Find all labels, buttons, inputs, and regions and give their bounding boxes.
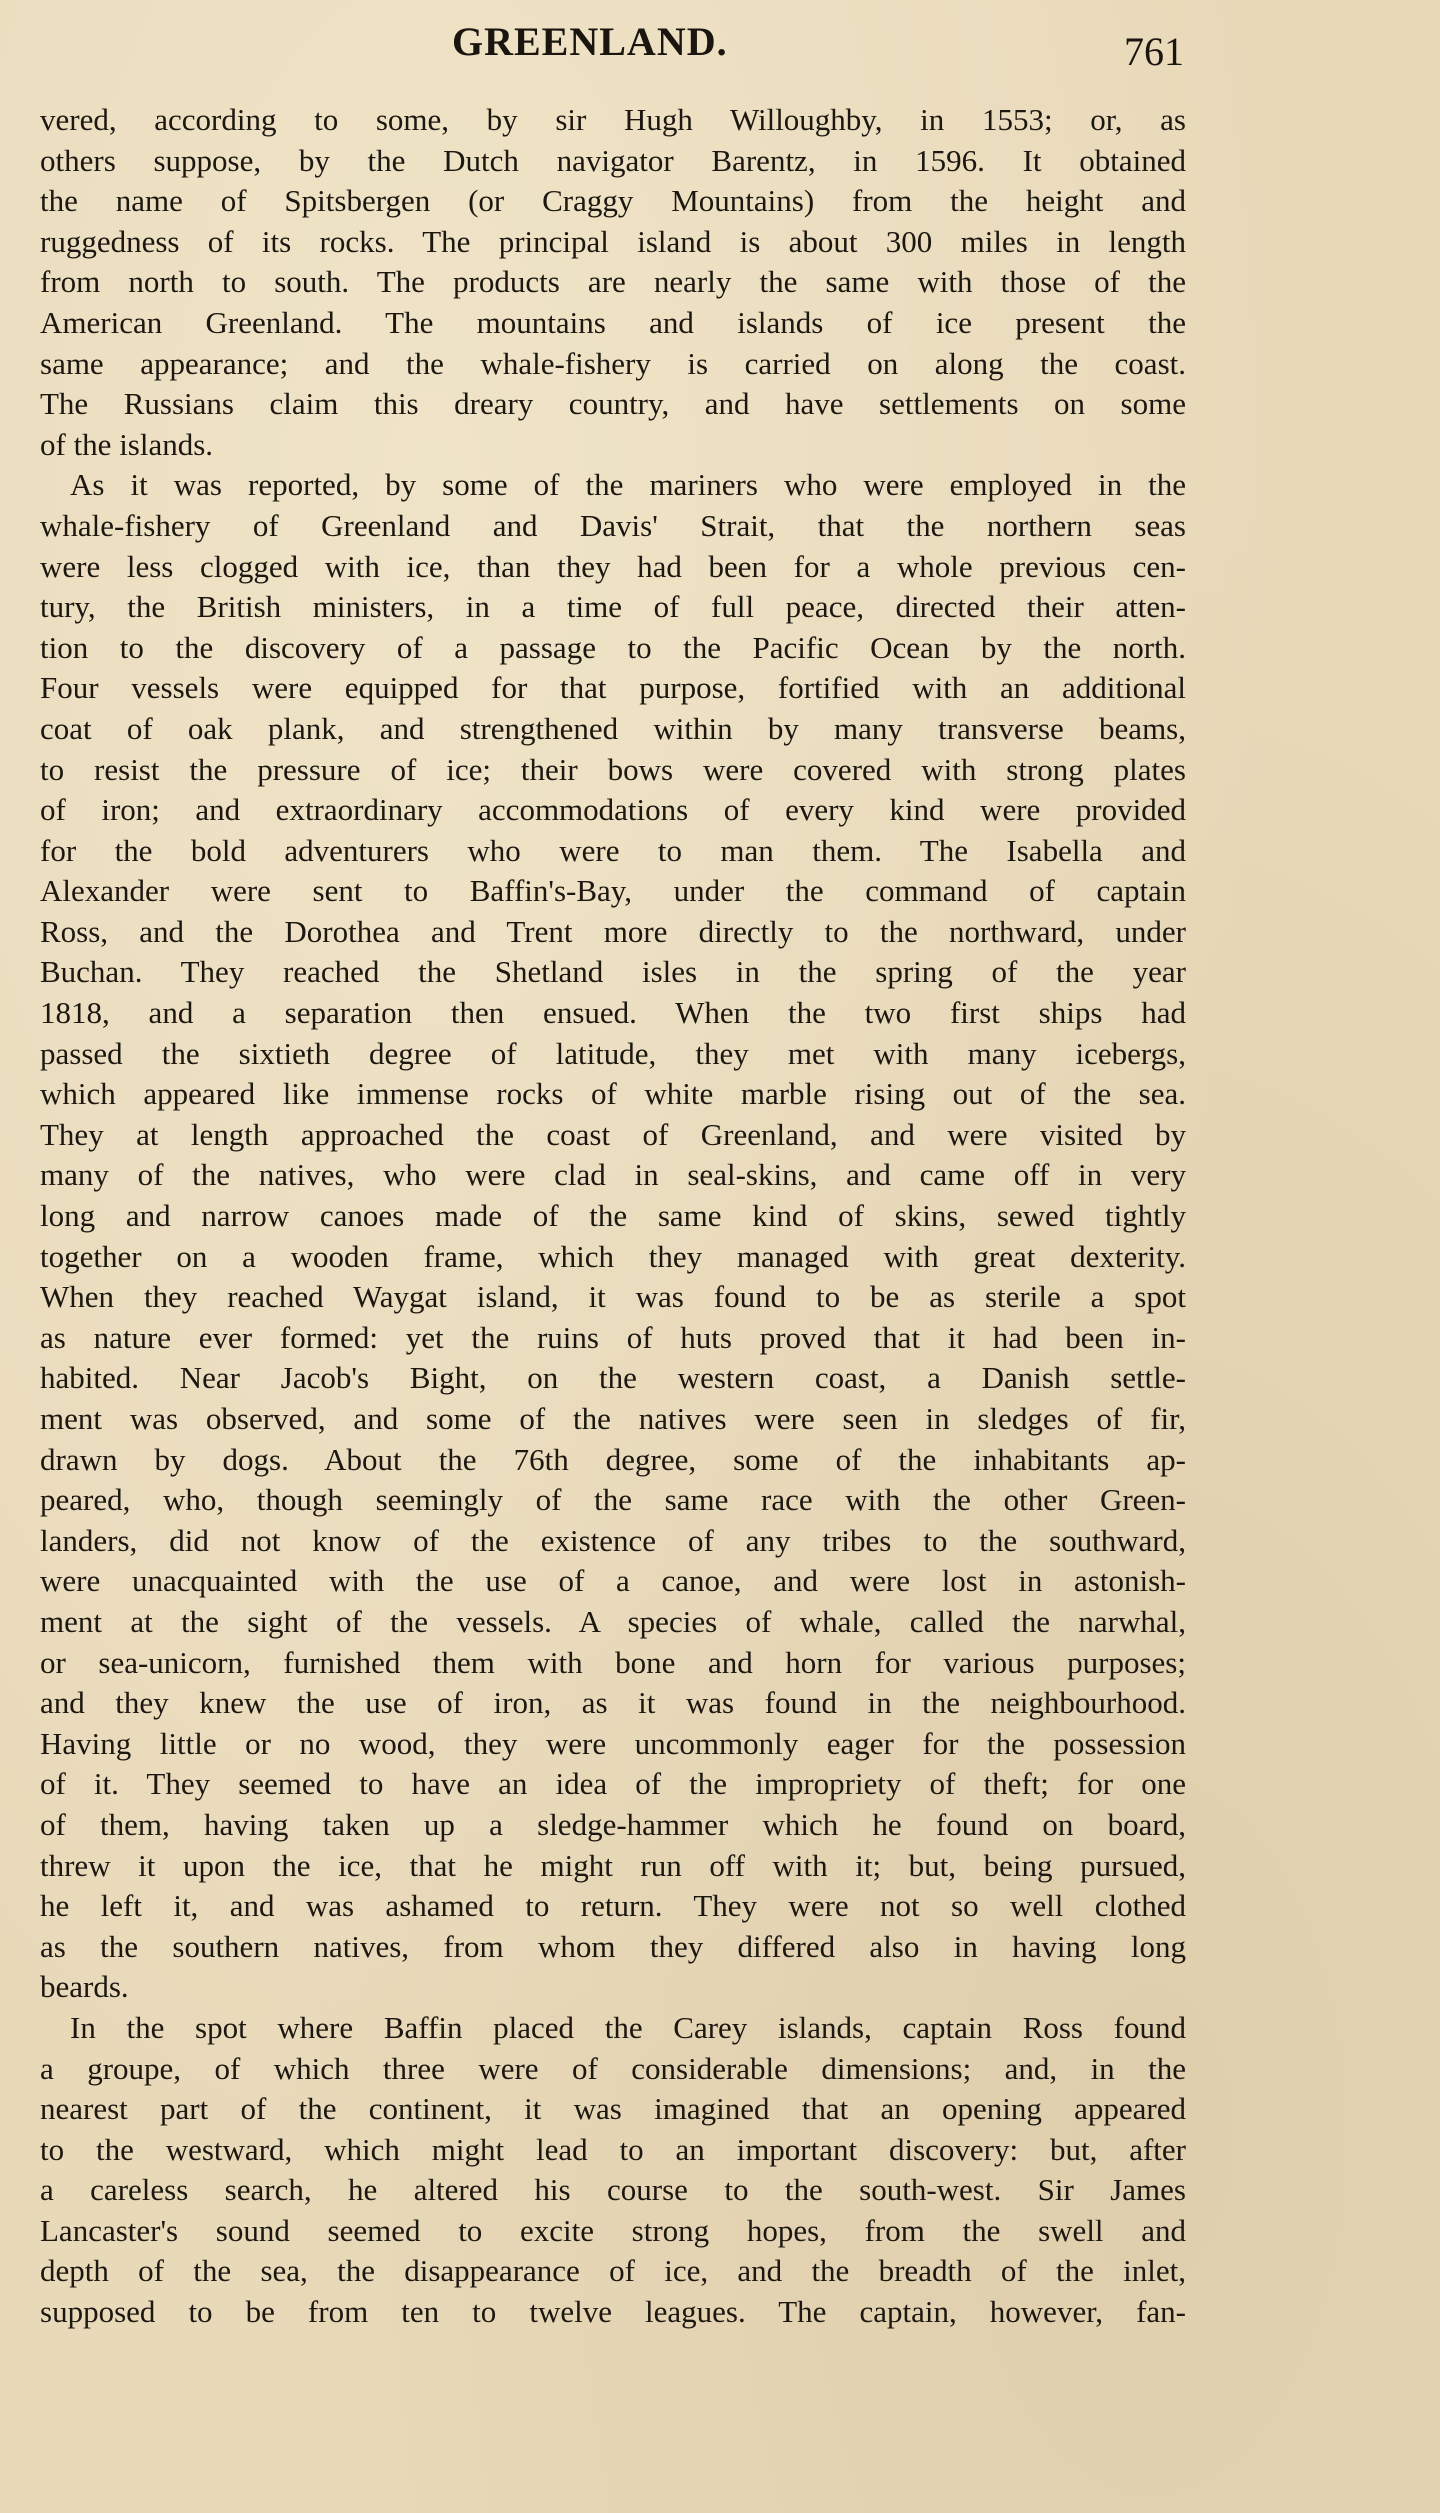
text-line: as the southern natives, from whom they differed also in having long <box>40 1928 1186 1964</box>
page-number: 761 <box>1124 29 1184 74</box>
text-line: coat of oak plank, and strengthened within by many transverse beams, <box>40 710 1186 746</box>
text-line: others suppose, by the Dutch navigator Barentz, in 1596. It obtained <box>40 142 1186 178</box>
text-line: Having little or no wood, they were uncommonly eager for the possession <box>40 1725 1186 1761</box>
text-line: Ross, and the Dorothea and Trent more directly to the northward, under <box>40 913 1186 949</box>
text-line: of iron; and extraordinary accommodations of every kind were provided <box>40 792 1186 828</box>
text-line: peared, who, though seemingly of the same race with the other Green- <box>40 1482 1186 1518</box>
text-line: American Greenland. The mountains and islands of ice present the <box>40 304 1186 340</box>
paragraph <box>40 2008 1186 2333</box>
text-line: 1818, and a separation then ensued. When the two first ships had <box>40 995 1186 1031</box>
paragraph <box>40 100 1186 465</box>
text-line: drawn by dogs. About the 76th degree, some of the inhabitants ap- <box>40 1441 1186 1477</box>
text-line: a groupe, of which three were of considerable dimensions; and, in the <box>40 2050 1186 2086</box>
text-line: tury, the British ministers, in a time of full peace, directed their atten- <box>40 589 1186 625</box>
text-line: many of the natives, who were clad in seal-skins, and came off in very <box>40 1157 1186 1193</box>
text-line: The Russians claim this dreary country, and have settlements on some <box>40 386 1186 422</box>
text-line: and they knew the use of iron, as it was found in the neighbourhood. <box>40 1685 1186 1721</box>
text-line: whale-fishery of Greenland and Davis' Strait, that the northern seas <box>40 507 1186 543</box>
text-line: he left it, and was ashamed to return. They were not so well clothed <box>40 1888 1186 1924</box>
text-line: to resist the pressure of ice; their bows were covered with strong plates <box>40 751 1186 787</box>
text-line: In the spot where Baffin placed the Carey islands, captain Ross found <box>70 2009 1186 2045</box>
text-line: Four vessels were equipped for that purpose, fortified with an additional <box>40 670 1186 706</box>
text-line: As it was reported, by some of the mariners who were employed in the <box>70 467 1186 503</box>
body-text <box>40 100 1186 2333</box>
text-line: as nature ever formed: yet the ruins of huts proved that it had been in- <box>40 1319 1186 1355</box>
text-line: tion to the discovery of a passage to the Pacific Ocean by the north. <box>40 629 1186 665</box>
text-line: threw it upon the ice, that he might run off with it; but, being pursued, <box>40 1847 1186 1883</box>
text-line: or sea-unicorn, furnished them with bone and horn for various purposes; <box>40 1644 1186 1680</box>
text-line: the name of Spitsbergen (or Craggy Mountains) from the height and <box>40 183 1186 219</box>
text-line: of it. They seemed to have an idea of the impropriety of theft; for one <box>40 1766 1186 1802</box>
running-title: GREENLAND. <box>452 19 728 64</box>
text-line: of them, having taken up a sledge-hammer which he found on board, <box>40 1806 1186 1842</box>
text-line: were unacquainted with the use of a canoe, and were lost in astonish- <box>40 1563 1186 1599</box>
text-line: supposed to be from ten to twelve leagues. The captain, however, fan- <box>40 2294 1186 2330</box>
text-line: for the bold adventurers who were to man them. The Isabella and <box>40 832 1186 868</box>
text-line: Lancaster's sound seemed to excite strong hopes, from the swell and <box>40 2212 1186 2248</box>
page-header <box>0 18 1440 78</box>
text-line: a careless search, he altered his course to the south-west. Sir James <box>40 2172 1186 2208</box>
text-line: to the westward, which might lead to an important discovery: but, after <box>40 2131 1186 2167</box>
text-line: landers, did not know of the existence of any tribes to the southward, <box>40 1522 1186 1558</box>
paragraph <box>40 465 1186 2008</box>
text-line: ruggedness of its rocks. The principal island is about 300 miles in length <box>40 223 1186 259</box>
text-line: Alexander were sent to Baffin's-Bay, under the command of captain <box>40 873 1186 909</box>
text-line: nearest part of the continent, it was imagined that an opening appeared <box>40 2091 1186 2127</box>
text-line: together on a wooden frame, which they managed with great dexterity. <box>40 1238 1186 1274</box>
text-line: When they reached Waygat island, it was found to be as sterile a spot <box>40 1279 1186 1315</box>
text-line: beards. <box>40 1969 129 2005</box>
text-line: ment was observed, and some of the natives were seen in sledges of fir, <box>40 1401 1186 1436</box>
text-line: They at length approached the coast of Greenland, and were visited by <box>40 1116 1186 1152</box>
text-line: passed the sixtieth degree of latitude, they met with many icebergs, <box>40 1035 1186 1071</box>
text-line: ment at the sight of the vessels. A species of whale, called the narwhal, <box>40 1603 1186 1639</box>
text-line: depth of the sea, the disappearance of ice, and the breadth of the inlet, <box>40 2253 1186 2289</box>
text-line: were less clogged with ice, than they had been for a whole previous cen- <box>40 548 1186 584</box>
text-line: from north to south. The products are nearly the same with those of the <box>40 264 1186 300</box>
text-line: Buchan. They reached the Shetland isles in the spring of the year <box>40 954 1186 990</box>
text-line: of the islands. <box>40 426 214 462</box>
text-line: habited. Near Jacob's Bight, on the western coast, a Danish settle- <box>40 1360 1186 1396</box>
text-line: long and narrow canoes made of the same kind of skins, sewed tightly <box>40 1198 1186 1234</box>
text-line: same appearance; and the whale-fishery is carried on along the coast. <box>40 345 1186 381</box>
text-line: vered, according to some, by sir Hugh Willoughby, in 1553; or, as <box>40 102 1186 137</box>
text-line: which appeared like immense rocks of white marble rising out of the sea. <box>40 1076 1186 1112</box>
